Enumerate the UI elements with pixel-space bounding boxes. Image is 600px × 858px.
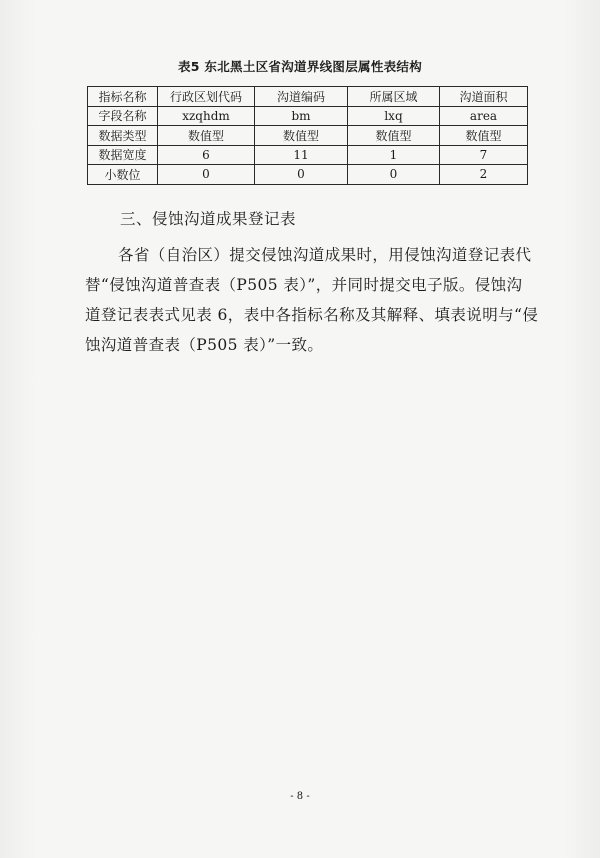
table-title: 表5 东北黑土区省沟道界线图层属性表结构 — [177, 59, 423, 74]
table-cell: 沟道面积 — [440, 87, 528, 107]
table-row — [88, 145, 528, 165]
body-paragraph — [85, 240, 539, 360]
paragraph-line: 道登记表表式见表 6，表中各指标名称及其解释、填表说明与“侵 — [85, 306, 539, 324]
paragraph-line: 蚀沟道普查表（P505 表）”一致。 — [85, 336, 324, 354]
page-number: - 8 - — [290, 791, 310, 802]
table-cell: 行政区划代码 — [158, 87, 255, 107]
table-row — [88, 87, 528, 107]
row-label-cell: 小数位 — [88, 165, 158, 185]
table-cell: 11 — [255, 145, 348, 165]
row-label-cell: 指标名称 — [88, 87, 158, 107]
row-label-cell: 字段名称 — [88, 106, 158, 126]
table-cell: xzqhdm — [158, 106, 255, 126]
table-cell: 1 — [348, 145, 440, 165]
table-cell: 所属区域 — [348, 87, 440, 107]
paragraph-line: 替“侵蚀沟道普查表（P505 表）”，并同时提交电子版。侵蚀沟 — [85, 276, 523, 294]
table-cell: 数值型 — [440, 126, 528, 146]
section-heading: 三、侵蚀沟道成果登记表 — [120, 210, 297, 228]
table-cell: 0 — [158, 165, 255, 185]
paragraph-line: 各省（自治区）提交侵蚀沟道成果时，用侵蚀沟道登记表代 — [118, 246, 532, 264]
table-row — [88, 106, 528, 126]
table-row — [88, 165, 528, 185]
row-label-cell: 数据宽度 — [88, 145, 158, 165]
attribute-structure-table — [87, 86, 528, 185]
table-cell: 数值型 — [348, 126, 440, 146]
table-row — [88, 126, 528, 146]
table-cell: 0 — [255, 165, 348, 185]
table-cell: 数值型 — [255, 126, 348, 146]
table-cell: 0 — [348, 165, 440, 185]
table-cell: 2 — [440, 165, 528, 185]
table-cell: bm — [255, 106, 348, 126]
table-cell: 沟道编码 — [255, 87, 348, 107]
table-cell: 7 — [440, 145, 528, 165]
table-cell: 6 — [158, 145, 255, 165]
table-cell: 数值型 — [158, 126, 255, 146]
table-cell: area — [440, 106, 528, 126]
row-label-cell: 数据类型 — [88, 126, 158, 146]
table-cell: lxq — [348, 106, 440, 126]
